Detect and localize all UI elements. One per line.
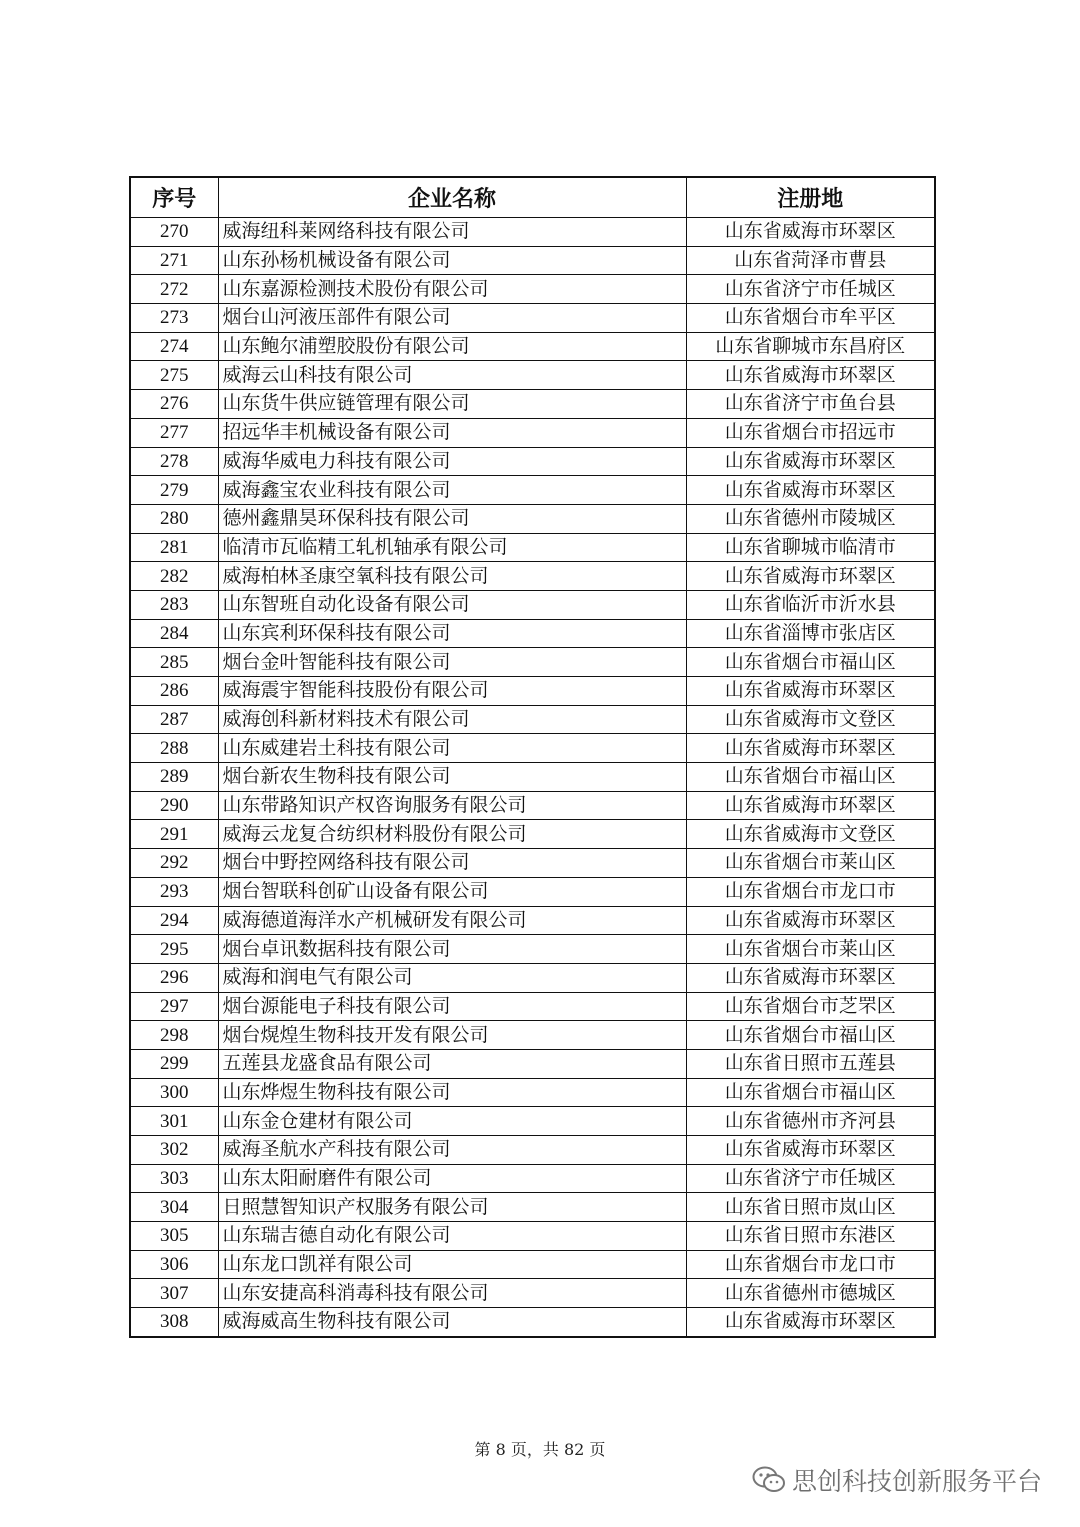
row-index: 291 xyxy=(130,820,218,849)
registration-place: 山东省烟台市福山区 xyxy=(686,1078,935,1107)
row-index: 274 xyxy=(130,332,218,361)
table-row xyxy=(130,1107,935,1136)
table-row xyxy=(130,734,935,763)
table-row xyxy=(130,476,935,505)
row-index: 294 xyxy=(130,906,218,935)
row-index: 300 xyxy=(130,1078,218,1107)
row-index: 297 xyxy=(130,992,218,1021)
registration-place: 山东省威海市文登区 xyxy=(686,705,935,734)
registration-place: 山东省烟台市莱山区 xyxy=(686,935,935,964)
row-index: 287 xyxy=(130,705,218,734)
table-row xyxy=(130,361,935,390)
company-name: 威海威高生物科技有限公司 xyxy=(218,1308,686,1337)
table-row xyxy=(130,648,935,677)
wechat-icon xyxy=(752,1465,786,1495)
row-index: 273 xyxy=(130,304,218,333)
table-row xyxy=(130,1279,935,1308)
company-name: 威海圣航水产科技有限公司 xyxy=(218,1136,686,1165)
table-header-row xyxy=(130,177,935,218)
company-name: 威海鑫宝农业科技有限公司 xyxy=(218,476,686,505)
table-row xyxy=(130,820,935,849)
registration-place: 山东省济宁市鱼台县 xyxy=(686,390,935,419)
company-name: 烟台金叶智能科技有限公司 xyxy=(218,648,686,677)
row-index: 288 xyxy=(130,734,218,763)
registration-place: 山东省临沂市沂水县 xyxy=(686,590,935,619)
company-name: 山东威建岩土科技有限公司 xyxy=(218,734,686,763)
company-name: 山东龙口凯祥有限公司 xyxy=(218,1250,686,1279)
row-index: 304 xyxy=(130,1193,218,1222)
table-row xyxy=(130,275,935,304)
company-name: 山东太阳耐磨件有限公司 xyxy=(218,1164,686,1193)
company-name: 山东带路知识产权咨询服务有限公司 xyxy=(218,791,686,820)
company-name: 烟台卓讯数据科技有限公司 xyxy=(218,935,686,964)
row-index: 307 xyxy=(130,1279,218,1308)
company-name: 山东安捷高科消毒科技有限公司 xyxy=(218,1279,686,1308)
row-index: 284 xyxy=(130,619,218,648)
row-index: 282 xyxy=(130,562,218,591)
company-name: 威海云龙复合纺织材料股份有限公司 xyxy=(218,820,686,849)
table-row xyxy=(130,877,935,906)
company-name: 烟台熀煌生物科技开发有限公司 xyxy=(218,1021,686,1050)
registration-place: 山东省德州市陵城区 xyxy=(686,504,935,533)
registration-place: 山东省威海市环翠区 xyxy=(686,963,935,992)
row-index: 277 xyxy=(130,418,218,447)
company-name: 山东货牛供应链管理有限公司 xyxy=(218,390,686,419)
registration-place: 山东省济宁市任城区 xyxy=(686,1164,935,1193)
registration-place: 山东省威海市环翠区 xyxy=(686,218,935,247)
company-name: 山东宾利环保科技有限公司 xyxy=(218,619,686,648)
table-row xyxy=(130,246,935,275)
company-name: 山东智班自动化设备有限公司 xyxy=(218,590,686,619)
company-name: 五莲县龙盛食品有限公司 xyxy=(218,1049,686,1078)
table-row xyxy=(130,1308,935,1337)
table-row xyxy=(130,304,935,333)
registration-place: 山东省威海市环翠区 xyxy=(686,476,935,505)
row-index: 279 xyxy=(130,476,218,505)
table-row xyxy=(130,1250,935,1279)
table-row xyxy=(130,1049,935,1078)
table-row xyxy=(130,619,935,648)
table-row xyxy=(130,590,935,619)
registration-place: 山东省烟台市招远市 xyxy=(686,418,935,447)
row-index: 306 xyxy=(130,1250,218,1279)
table-row xyxy=(130,390,935,419)
registration-place: 山东省烟台市芝罘区 xyxy=(686,992,935,1021)
table-row xyxy=(130,218,935,247)
table-row xyxy=(130,935,935,964)
company-name: 招远华丰机械设备有限公司 xyxy=(218,418,686,447)
company-name: 德州鑫鼎昊环保科技有限公司 xyxy=(218,504,686,533)
row-index: 272 xyxy=(130,275,218,304)
row-index: 278 xyxy=(130,447,218,476)
row-index: 299 xyxy=(130,1049,218,1078)
table-row xyxy=(130,791,935,820)
row-index: 301 xyxy=(130,1107,218,1136)
header-index: 序号 xyxy=(130,177,218,218)
table-row xyxy=(130,533,935,562)
company-name: 威海德道海洋水产机械研发有限公司 xyxy=(218,906,686,935)
header-company-name: 企业名称 xyxy=(218,177,686,218)
row-index: 293 xyxy=(130,877,218,906)
row-index: 295 xyxy=(130,935,218,964)
table-row xyxy=(130,447,935,476)
registration-place: 山东省聊城市临清市 xyxy=(686,533,935,562)
registration-place: 山东省日照市五莲县 xyxy=(686,1049,935,1078)
registration-place: 山东省烟台市牟平区 xyxy=(686,304,935,333)
registration-place: 山东省威海市环翠区 xyxy=(686,791,935,820)
registration-place: 山东省日照市东港区 xyxy=(686,1222,935,1251)
company-name: 日照慧智知识产权服务有限公司 xyxy=(218,1193,686,1222)
table-row xyxy=(130,763,935,792)
row-index: 281 xyxy=(130,533,218,562)
table-row xyxy=(130,677,935,706)
row-index: 283 xyxy=(130,590,218,619)
registration-place: 山东省烟台市福山区 xyxy=(686,648,935,677)
company-name: 山东鲍尔浦塑胶股份有限公司 xyxy=(218,332,686,361)
row-index: 289 xyxy=(130,763,218,792)
company-name: 威海华威电力科技有限公司 xyxy=(218,447,686,476)
company-name: 烟台山河液压部件有限公司 xyxy=(218,304,686,333)
table-row xyxy=(130,418,935,447)
row-index: 285 xyxy=(130,648,218,677)
registration-place: 山东省聊城市东昌府区 xyxy=(686,332,935,361)
table-row xyxy=(130,1193,935,1222)
company-name: 临清市瓦临精工轧机轴承有限公司 xyxy=(218,533,686,562)
registration-place: 山东省烟台市龙口市 xyxy=(686,1250,935,1279)
row-index: 270 xyxy=(130,218,218,247)
company-name: 烟台新农生物科技有限公司 xyxy=(218,763,686,792)
table-body xyxy=(130,218,935,1337)
registration-place: 山东省威海市环翠区 xyxy=(686,562,935,591)
registration-place: 山东省烟台市龙口市 xyxy=(686,877,935,906)
row-index: 280 xyxy=(130,504,218,533)
registration-place: 山东省威海市环翠区 xyxy=(686,361,935,390)
row-index: 271 xyxy=(130,246,218,275)
company-name: 威海震宇智能科技股份有限公司 xyxy=(218,677,686,706)
registration-place: 山东省威海市环翠区 xyxy=(686,1308,935,1337)
company-name: 山东瑞吉德自动化有限公司 xyxy=(218,1222,686,1251)
row-index: 292 xyxy=(130,849,218,878)
company-table xyxy=(129,176,936,1338)
table-row xyxy=(130,1078,935,1107)
company-name: 威海纽科莱网络科技有限公司 xyxy=(218,218,686,247)
table-row xyxy=(130,504,935,533)
company-name: 山东烨煜生物科技有限公司 xyxy=(218,1078,686,1107)
registration-place: 山东省淄博市张店区 xyxy=(686,619,935,648)
row-index: 286 xyxy=(130,677,218,706)
registration-place: 山东省威海市环翠区 xyxy=(686,906,935,935)
registration-place: 山东省日照市岚山区 xyxy=(686,1193,935,1222)
watermark xyxy=(752,1462,1042,1498)
registration-place: 山东省烟台市福山区 xyxy=(686,1021,935,1050)
row-index: 303 xyxy=(130,1164,218,1193)
company-name: 烟台中野控网络科技有限公司 xyxy=(218,849,686,878)
table-row xyxy=(130,1164,935,1193)
company-name: 威海柏林圣康空氧科技有限公司 xyxy=(218,562,686,591)
company-name: 烟台源能电子科技有限公司 xyxy=(218,992,686,1021)
watermark-text: 思创科技创新服务平台 xyxy=(791,1467,1042,1496)
registration-place: 山东省威海市环翠区 xyxy=(686,1136,935,1165)
registration-place: 山东省德州市齐河县 xyxy=(686,1107,935,1136)
table-row xyxy=(130,1021,935,1050)
registration-place: 山东省烟台市莱山区 xyxy=(686,849,935,878)
company-name: 山东金仓建材有限公司 xyxy=(218,1107,686,1136)
table-row xyxy=(130,992,935,1021)
company-table-container xyxy=(129,176,934,1338)
table-row xyxy=(130,963,935,992)
company-name: 山东嘉源检测技术股份有限公司 xyxy=(218,275,686,304)
header-registration: 注册地 xyxy=(686,177,935,218)
registration-place: 山东省威海市文登区 xyxy=(686,820,935,849)
row-index: 298 xyxy=(130,1021,218,1050)
page-number: 第 8 页，共 82 页 xyxy=(474,1440,606,1459)
table-row xyxy=(130,849,935,878)
table-row xyxy=(130,562,935,591)
row-index: 276 xyxy=(130,390,218,419)
registration-place: 山东省德州市德城区 xyxy=(686,1279,935,1308)
registration-place: 山东省威海市环翠区 xyxy=(686,734,935,763)
registration-place: 山东省威海市环翠区 xyxy=(686,447,935,476)
table-row xyxy=(130,332,935,361)
table-row xyxy=(130,1136,935,1165)
table-row xyxy=(130,906,935,935)
registration-place: 山东省威海市环翠区 xyxy=(686,677,935,706)
row-index: 302 xyxy=(130,1136,218,1165)
row-index: 296 xyxy=(130,963,218,992)
company-name: 威海云山科技有限公司 xyxy=(218,361,686,390)
company-name: 威海和润电气有限公司 xyxy=(218,963,686,992)
registration-place: 山东省菏泽市曹县 xyxy=(686,246,935,275)
row-index: 305 xyxy=(130,1222,218,1251)
row-index: 308 xyxy=(130,1308,218,1337)
company-name: 山东孙杨机械设备有限公司 xyxy=(218,246,686,275)
row-index: 275 xyxy=(130,361,218,390)
company-name: 烟台智联科创矿山设备有限公司 xyxy=(218,877,686,906)
registration-place: 山东省济宁市任城区 xyxy=(686,275,935,304)
table-row xyxy=(130,1222,935,1251)
row-index: 290 xyxy=(130,791,218,820)
table-row xyxy=(130,705,935,734)
registration-place: 山东省烟台市福山区 xyxy=(686,763,935,792)
company-name: 威海创科新材料技术有限公司 xyxy=(218,705,686,734)
